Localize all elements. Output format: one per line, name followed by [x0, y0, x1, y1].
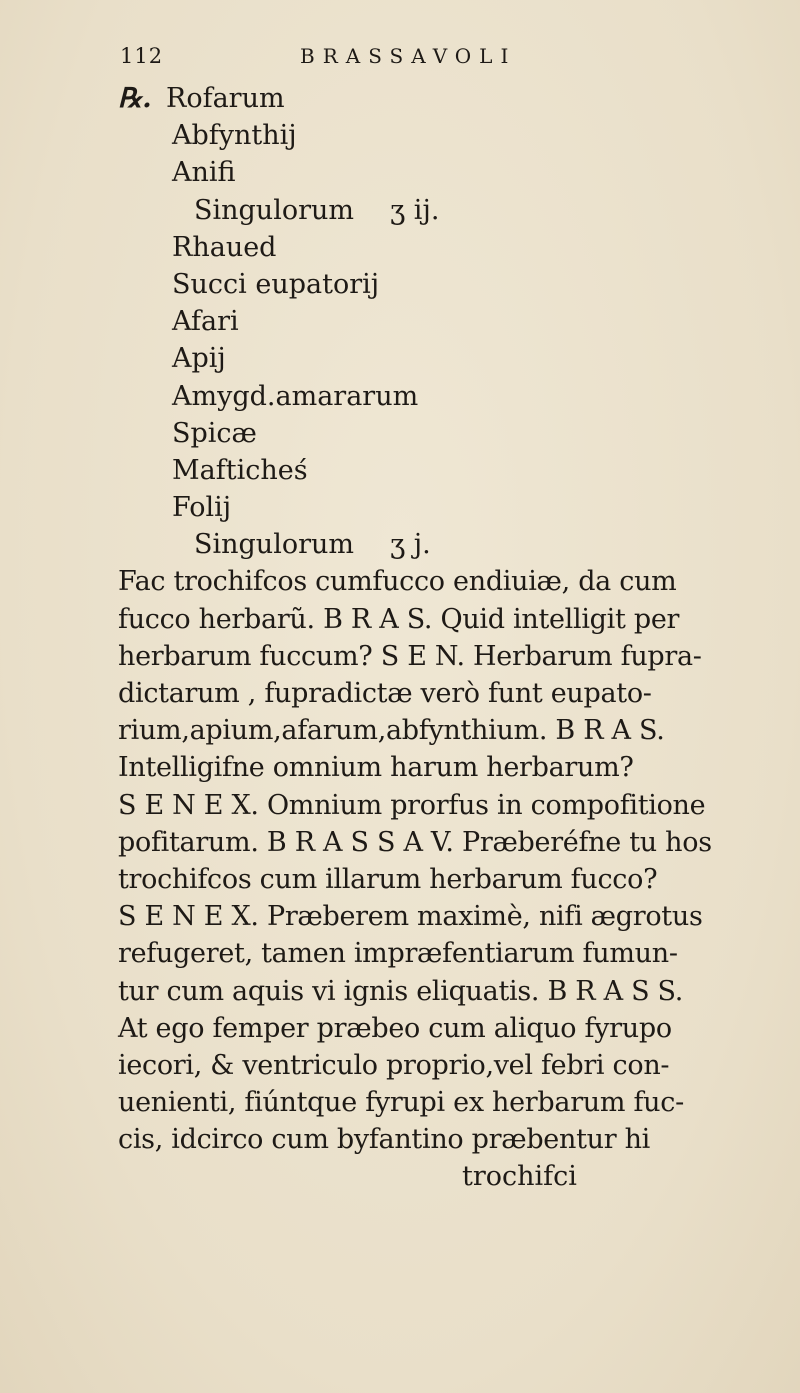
prescription-line [118, 489, 698, 526]
ingredient: Spicæ [172, 417, 257, 449]
body-line: fucco herbarũ. B R A S. Quid intelligit per [118, 603, 680, 635]
ingredient: Rofarum [166, 83, 285, 114]
body-line: trochifcos cum illarum herbarum fucco? [118, 863, 658, 895]
ingredient: Folij [172, 492, 232, 524]
body-line: Fac trochifcos cumfucco endiuiæ, da cum [118, 566, 677, 598]
body-line: refugeret, tamen impræfentiarum fumun- [118, 938, 678, 970]
prescription-line [118, 117, 698, 154]
dose-label: Singulorum [194, 529, 354, 561]
body-line: uenienti, fiúntque fyrupi ex herbarum fuc- [118, 1087, 684, 1119]
dose-amount: ʒ ij. [389, 194, 440, 226]
prescription-line [118, 340, 698, 377]
running-title: BRASSAVOLI [300, 44, 517, 68]
body-line: tur cum aquis vi ignis eliquatis. B R A S S. [118, 975, 684, 1007]
catchword: trochifci [462, 1161, 577, 1193]
prescription-line [118, 154, 698, 191]
body-line: iecori, & ventriculo proprio,vel febri con- [118, 1049, 670, 1081]
body-line: Intelligifne omnium harum herbarum? [118, 752, 634, 784]
ingredient: Apij [172, 343, 226, 375]
ingredient: Succi eupatorij [172, 268, 380, 300]
body-line: rium,apium,afarum,abfynthium. B R A S. [118, 715, 665, 747]
ingredient: Afari [172, 306, 239, 338]
prescription-line [118, 378, 698, 415]
prescription-line [118, 452, 698, 489]
body-line: cis, idcirco cum byfantino præbentur hi [118, 1124, 651, 1156]
body-line: dictarum , fupradictæ verò funt eupato- [118, 678, 652, 709]
dose-line [118, 192, 698, 229]
dose-amount: ʒ j. [389, 529, 431, 561]
body-line: At ego femper præbeo cum aliquo fyrupo [118, 1012, 672, 1044]
ingredient: Amygd.amararum [172, 380, 419, 412]
ingredient: Abfynthij [172, 120, 297, 152]
prescription-line [118, 80, 698, 117]
dose-line [118, 526, 698, 563]
prescription-line [118, 415, 698, 452]
body-line: herbarum fuccum? S E N. Herbarum fupra- [118, 640, 702, 672]
ingredient: Rhaued [172, 231, 277, 263]
page-number: 112 [120, 44, 164, 68]
recipe-symbol: ℞. [118, 83, 152, 114]
text-block [118, 80, 712, 1196]
running-head [120, 44, 640, 78]
body-line: S E N E X. Omnium prorfus in compofitione [118, 789, 706, 821]
ingredient: Anifi [172, 157, 236, 189]
body-line: pofitarum. B R A S S A V. Præberéfne tu hos [118, 826, 712, 858]
body-line: S E N E X. Præberem maximè, nifi ægrotus [118, 901, 703, 933]
dose-label: Singulorum [194, 194, 354, 226]
ingredient: Mafticheś [172, 454, 308, 486]
prescription-line [118, 229, 698, 266]
prescription-line [118, 266, 698, 303]
prescription-line [118, 303, 698, 340]
